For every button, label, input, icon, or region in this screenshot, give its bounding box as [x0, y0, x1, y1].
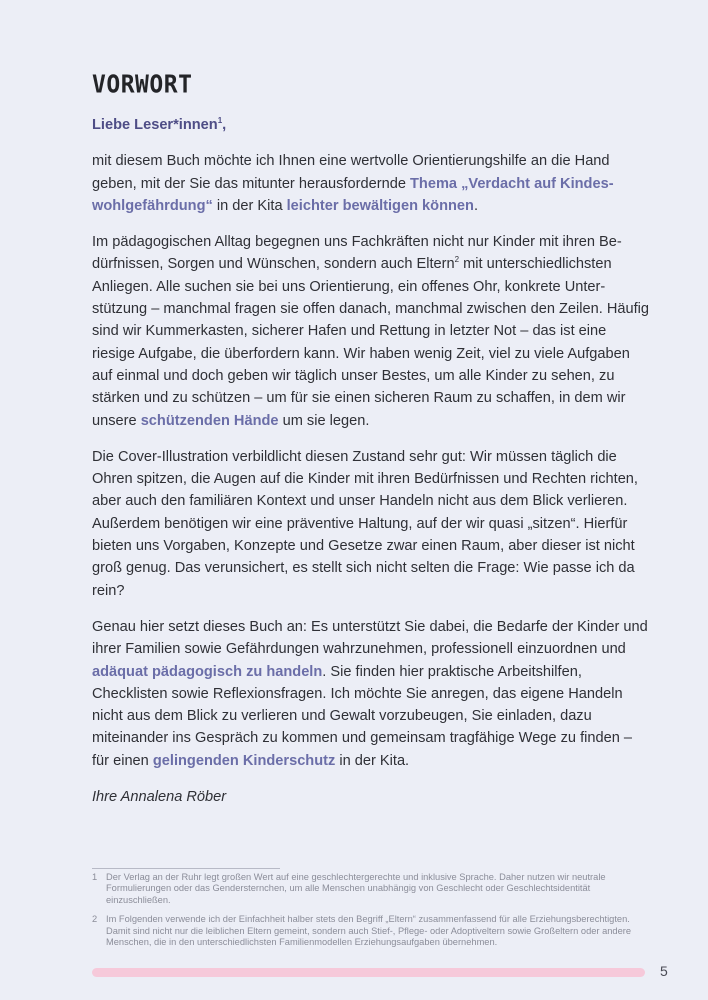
paragraph-3: Die Cover-Illustration verbildlicht diesen Zustand sehr gut: Wir müssen täglich die Ohren spitzen, die Augen auf die Kinder mit ihren Bedürfnissen und Rechten richten, aber auch den familiären Kontext und unser Handeln nicht aus dem Blick verlieren. Außerdem benötigen wir eine präventive Haltung, auf der wir quasi „sitzen“. Hierfür bieten uns Vorgaben, Konzepte und Gesetze zwar einen Raum, aber dieser ist nicht groß genug. Das verunsichert, es stellt sich nicht selten die Frage: Wie passe ich da rein?	[92, 448, 638, 599]
footnote-text: Der Verlag an der Ruhr legt großen Wert auf eine geschlechtergerechte und inklusive Sprache. Daher nutzen wir neutrale Formulierungen oder das Gendersternchen, um alle Menschen unabhängig von Geschlecht oder Geschlechtsidentität einzuschließen.	[106, 872, 606, 905]
footnote-divider	[92, 868, 280, 869]
highlight-hands: schützenden Hände	[140, 412, 279, 429]
salutation: Liebe Leser*innen$^1$,	[92, 116, 227, 133]
footnote-2	[92, 914, 652, 948]
page-number: 5	[660, 963, 668, 979]
paragraph-1: mit diesem Buch möchte ich Ihnen eine wertvolle Orientierungshilfe an die Hand geben, mit der Sie das mitunter herausfordernde Thema „Verdacht auf Kindeswohlgefährdung“ in der Kita leichter bewältigen können.	[92, 153, 614, 214]
footnote-number: 1	[92, 872, 98, 882]
footnote-ref-2: 2	[454, 255, 460, 265]
footnote-text: Im Folgenden verwende ich der Einfachheit halber stets den Begriff „Eltern“ zusammenfassend für alle Erziehungsberechtigten. Damit sind nicht nur die leiblichen Eltern gemeint, sondern auch Stief-, Pflege- oder Adoptiveltern sowie Großeltern oder andere Menschen, die in den unterschiedlichsten Familienmodellen Erziehungsaufgaben übernehmen.	[106, 914, 632, 948]
highlight-action: adäquat pädagogisch zu handeln	[92, 663, 323, 680]
footnote-number: 2	[92, 914, 98, 925]
footnote-1	[92, 872, 652, 906]
decorative-footer-bar	[92, 968, 645, 977]
foreword-body	[92, 114, 652, 808]
footnote-ref-1: 1	[217, 116, 223, 126]
signature: Ihre Annalena Röber	[92, 789, 227, 806]
page-title: VORWORT	[92, 70, 193, 100]
footnotes	[92, 872, 652, 956]
highlight-child-protection: gelingenden Kinderschutz	[152, 752, 336, 769]
highlight-easier: leichter bewältigen können	[286, 197, 474, 214]
paragraph-4: Genau hier setzt dieses Buch an: Es unterstützt Sie dabei, die Bedarfe der Kinder und ihrer Familien sowie Gefährdungen wahrzunehmen, professionell einzuordnen und adäquat pädagogisch zu handeln. Sie finden hier praktische Arbeitshilfen, Checklisten sowie Reflexionsfragen. Ich möchte Sie anregen, das eigene Handeln nicht aus dem Blick zu verlieren und Gewalt vorzubeugen, Sie einladen, dazu miteinander ins Gespräch zu kommen und gemeinsam tragfähige Wege zu finden – für einen gelingenden Kinderschutz in der Kita.	[92, 618, 648, 769]
highlight-topic: Thema „Verdacht auf Kindeswohlgefährdung“	[92, 175, 614, 214]
paragraph-2: Im pädagogischen Alltag begegnen uns Fachkräften nicht nur Kinder mit ihren Bedürfnissen, Sorgen und Wünschen, sondern auch Eltern$^2$ mit unterschiedlichsten Anliegen. Alle suchen sie bei uns Orientierung, ein offenes Ohr, konkrete Unterstützung – manchmal fragen sie offen danach, manchmal zwischen den Zeilen. Häufig sind wir Kummerkasten, sicherer Hafen und Rettung in letzter Not – das ist eine riesige Aufgabe, die überfordern kann. Wir haben wenig Zeit, viel zu viele Aufgaben auf einmal und doch geben wir täglich unser Bestes, um alle Kinder zu sehen, zu stärken und zu schützen – um für sie einen sicheren Raum zu schaffen, in dem wir unsere schützenden Hände um sie legen.	[92, 234, 650, 429]
